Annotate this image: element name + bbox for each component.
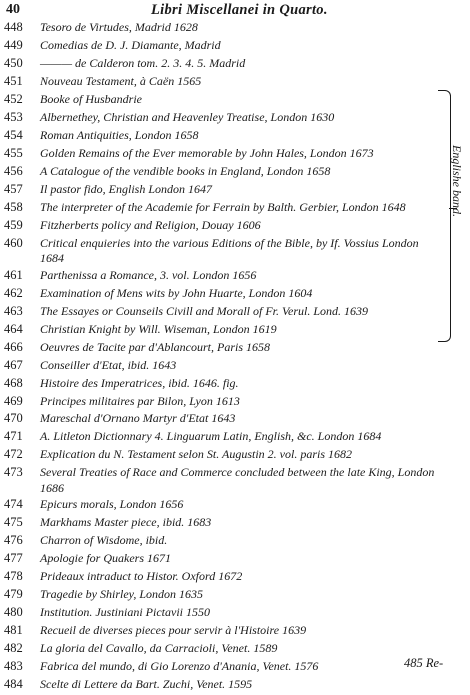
entry-number: 483 xyxy=(4,659,23,674)
entry-title: Tragedie by Shirley, London 1635 xyxy=(40,587,203,602)
catalogue-entry xyxy=(4,128,440,145)
catalogue-entry xyxy=(4,146,440,163)
catalogue-entry xyxy=(4,358,440,375)
entry-title: Tesoro de Virtudes, Madrid 1628 xyxy=(40,20,198,34)
entry-number: 468 xyxy=(4,375,23,390)
catalogue-entry xyxy=(4,587,440,604)
entry-title: Christian Knight by Will. Wiseman, London 1619 xyxy=(40,321,277,336)
entry-number: 448 xyxy=(4,20,23,34)
catalogue-entry xyxy=(4,20,440,37)
entry-number: 474 xyxy=(4,497,23,512)
entry-title: Recueil de diverses pieces pour servir à l'Histoire 1639 xyxy=(40,623,307,638)
catalogue-entry xyxy=(4,340,440,357)
entry-title: Examination of Mens wits by John Huarte, London 1604 xyxy=(40,285,313,300)
entry-number: 470 xyxy=(4,411,23,426)
catalogue-entry xyxy=(4,551,440,568)
entry-number: 473 xyxy=(4,465,23,480)
entry-number: 458 xyxy=(4,199,23,214)
entry-title: Comedias de D. J. Diamante, Madrid xyxy=(40,37,221,52)
catalogue-entry xyxy=(4,322,440,339)
entry-title: Conseiller d'Etat, ibid. 1643 xyxy=(40,357,177,372)
running-title: Libri Miscellanei in Quarto. xyxy=(151,2,328,18)
entry-title: Fabrica del mundo, di Gio Lorenzo d'Anania, Venet. 1576 xyxy=(40,659,319,674)
catalogue-entry xyxy=(4,394,440,411)
entry-title: The Essayes or Counseils Civill and Morall of Fr. Verul. Lond. 1639 xyxy=(40,303,369,318)
entry-title: Scelte di Lettere da Bart. Zuchi, Venet. 1595 xyxy=(40,677,253,692)
catalogue-entry xyxy=(4,268,440,285)
catalogue-entry xyxy=(4,38,440,55)
entry-title: Charron of Wisdome, ibid. xyxy=(40,533,168,548)
entry-title: La gloria del Cavallo, da Carracioli, Venet. 1589 xyxy=(40,641,278,656)
entry-number: 477 xyxy=(4,551,23,566)
entry-number: 482 xyxy=(4,641,23,656)
entry-title: Critical enquieries into the various Editions of the Bible, by If. Vossius London 1684 xyxy=(40,235,419,266)
catalogue-entry xyxy=(4,74,440,91)
entry-number: 454 xyxy=(4,127,23,142)
entry-title: Principes militaires par Bilon, Lyon 1613 xyxy=(40,393,240,408)
entry-title: Explication du N. Testament selon St. Augustin 2. vol. paris 1682 xyxy=(40,447,352,462)
catalogue-entry xyxy=(4,286,440,303)
entry-number: 475 xyxy=(4,515,23,530)
catalogue-entry xyxy=(4,465,440,495)
catalogue-entry xyxy=(4,182,440,199)
entry-number: 462 xyxy=(4,285,23,300)
entry-number: 479 xyxy=(4,587,23,602)
entry-title: Markhams Master piece, ibid. 1683 xyxy=(40,515,212,530)
catalogue-entry xyxy=(4,411,440,428)
entry-title: Mareschal d'Ornano Martyr d'Etat 1643 xyxy=(40,411,236,426)
side-note xyxy=(448,145,468,295)
entry-number: 469 xyxy=(4,393,23,408)
entry-number: 472 xyxy=(4,447,23,462)
entry-title: Prideaux intraduct to Histor. Oxford 1672 xyxy=(40,569,243,584)
entry-title: The interpreter of the Academie for Ferrain by Balth. Gerbier, London 1648 xyxy=(40,199,406,214)
entry-number: 455 xyxy=(4,145,23,160)
entry-title: Parthenissa a Romance, 3. vol. London 1656 xyxy=(40,267,257,282)
page-number: 40 xyxy=(6,2,20,17)
side-note-text: Englishe band. xyxy=(450,145,464,217)
catalogue-entries xyxy=(4,20,440,695)
entry-title: Roman Antiquities, London 1658 xyxy=(40,127,199,142)
catalogue-entry xyxy=(4,447,440,464)
entry-number: 452 xyxy=(4,91,23,106)
catalogue-entry xyxy=(4,56,440,73)
entry-number: 464 xyxy=(4,321,23,336)
entry-number: 478 xyxy=(4,569,23,584)
entry-number: 456 xyxy=(4,163,23,178)
catalogue-entry xyxy=(4,515,440,532)
catalogue-entry xyxy=(4,110,440,127)
entry-number: 467 xyxy=(4,357,23,372)
catalogue-entry xyxy=(4,641,440,658)
entry-number: 459 xyxy=(4,217,23,232)
entry-number: 457 xyxy=(4,181,23,196)
entry-number: 463 xyxy=(4,303,23,318)
entry-title: ——— de Calderon tom. 2. 3. 4. 5. Madrid xyxy=(40,55,246,70)
entry-title: A Catalogue of the vendible books in England, London 1658 xyxy=(40,163,331,178)
entry-number: 480 xyxy=(4,605,23,620)
catalogue-entry xyxy=(4,533,440,550)
entry-number: 460 xyxy=(4,235,23,250)
catalogue-entry xyxy=(4,623,440,640)
catalogue-entry xyxy=(4,304,440,321)
entry-number: 471 xyxy=(4,429,23,444)
catalogue-entry xyxy=(4,236,440,266)
entry-title: Nouveau Testament, à Caën 1565 xyxy=(40,73,202,88)
entry-title: A. Litleton Dictionnary 4. Linguarum Latin, English, &c. London 1684 xyxy=(40,429,382,444)
entry-title: Golden Remains of the Ever memorable by John Hales, London 1673 xyxy=(40,145,374,160)
entry-number: 466 xyxy=(4,339,23,354)
entry-title: Il pastor fido, English London 1647 xyxy=(40,181,213,196)
entry-title: Epicurs morals, London 1656 xyxy=(40,497,184,512)
entry-title: Histoire des Imperatrices, ibid. 1646. fig. xyxy=(40,375,239,390)
entry-number: 453 xyxy=(4,109,23,124)
entry-title: Several Treaties of Race and Commerce concluded between the late King, London 1686 xyxy=(40,465,435,495)
catalogue-entry xyxy=(4,569,440,586)
entry-number: 449 xyxy=(4,37,23,52)
catalogue-entry xyxy=(4,218,440,235)
catalogue-entry xyxy=(4,497,440,514)
catalogue-entry xyxy=(4,164,440,181)
entry-number: 484 xyxy=(4,677,23,692)
entry-number: 461 xyxy=(4,267,23,282)
page-header xyxy=(6,2,462,20)
entry-number: 476 xyxy=(4,533,23,548)
entry-title: Booke of Husbandrie xyxy=(40,91,142,106)
catalogue-entry xyxy=(4,429,440,446)
catalogue-entry xyxy=(4,92,440,109)
entry-number: 451 xyxy=(4,73,23,88)
entry-number: 481 xyxy=(4,623,23,638)
entry-title: Institution. Justiniani Pictavii 1550 xyxy=(40,605,210,620)
entry-title: Albernethey, Christian and Heavenley Treatise, London 1630 xyxy=(40,109,335,124)
entry-title: Oeuvres de Tacite par d'Ablancourt, Paris 1658 xyxy=(40,339,270,354)
entry-title: Apologie for Quakers 1671 xyxy=(40,551,171,566)
entry-number: 450 xyxy=(4,55,23,70)
catalogue-entry xyxy=(4,605,440,622)
catalogue-entry xyxy=(4,200,440,217)
catalogue-entry xyxy=(4,659,440,676)
catalogue-entry xyxy=(4,376,440,393)
entry-title: Fitzherberts policy and Religion, Douay 1606 xyxy=(40,217,261,232)
catchword: 485 Re- xyxy=(404,656,444,670)
